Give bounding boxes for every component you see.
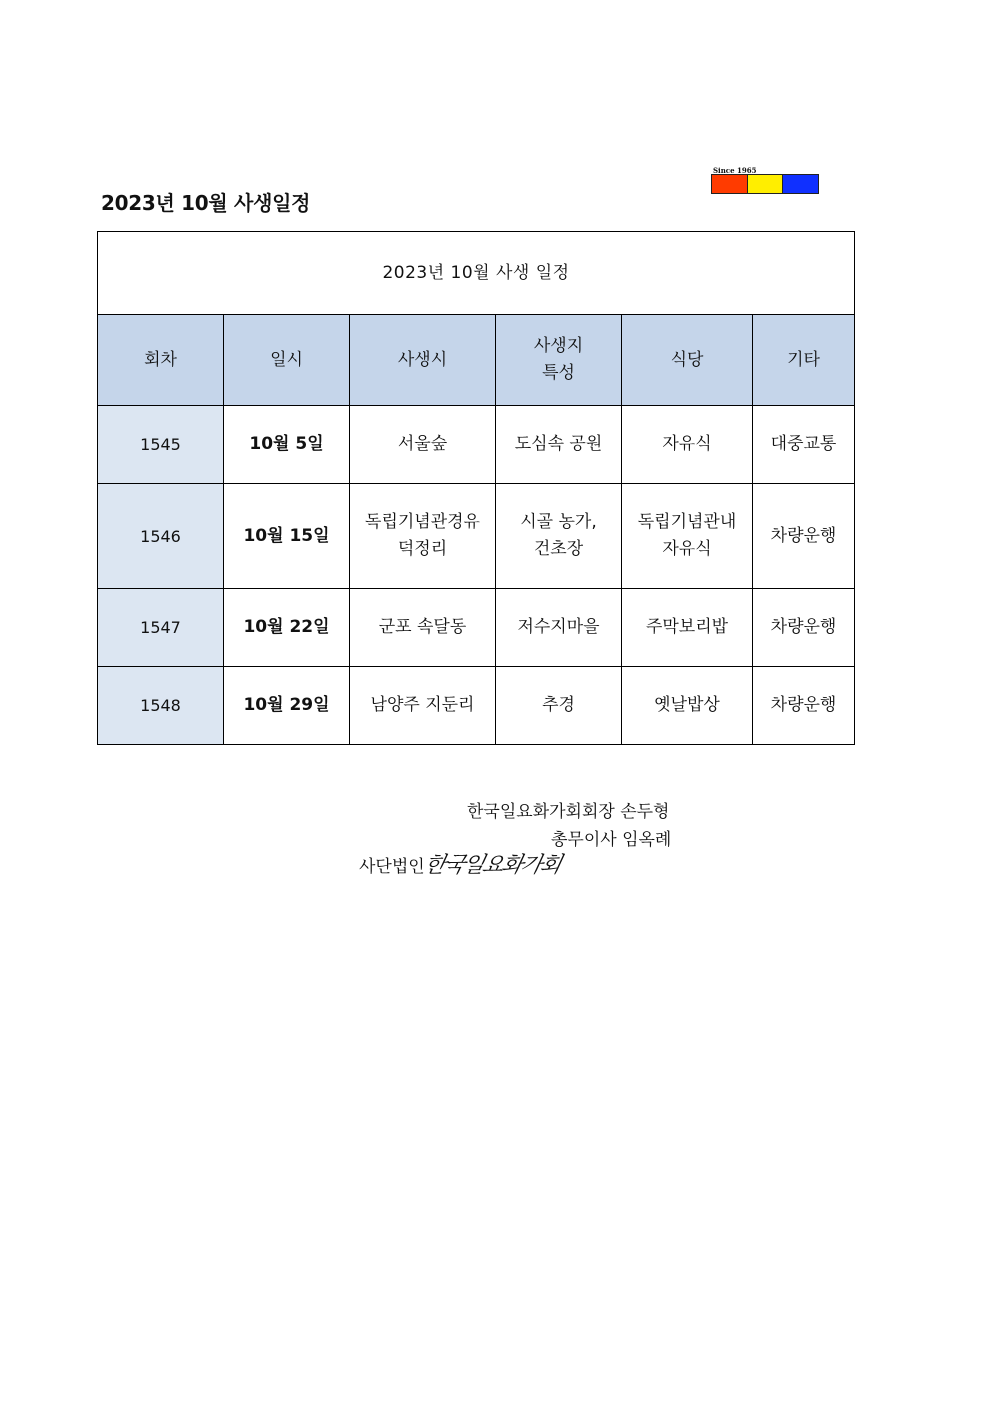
header-note: 기타 bbox=[753, 315, 855, 406]
cell-feature: 저수지마을 bbox=[496, 589, 622, 667]
cell-note: 차량운행 bbox=[753, 589, 855, 667]
header-place: 사생시 bbox=[350, 315, 496, 406]
cell-date: 10월 29일 bbox=[224, 667, 350, 745]
cell-place: 독립기념관경유 덕정리 bbox=[350, 484, 496, 589]
table-title-row bbox=[98, 232, 855, 315]
header-feature: 사생지 특성 bbox=[496, 315, 622, 406]
table-row bbox=[98, 484, 855, 589]
cell-round: 1545 bbox=[98, 406, 224, 484]
cell-note: 차량운행 bbox=[753, 484, 855, 589]
cell-restaurant: 옛날밥상 bbox=[622, 667, 753, 745]
club-logo bbox=[711, 166, 819, 194]
cell-place: 서울숲 bbox=[350, 406, 496, 484]
cell-feature: 시골 농가, 건초장 bbox=[496, 484, 622, 589]
table-title: 2023년 10월 사생 일정 bbox=[98, 232, 855, 315]
cell-place: 군포 속달동 bbox=[350, 589, 496, 667]
table-row bbox=[98, 406, 855, 484]
cell-round: 1548 bbox=[98, 667, 224, 745]
header-round: 회차 bbox=[98, 315, 224, 406]
cell-restaurant: 주막보리밥 bbox=[622, 589, 753, 667]
director-signature: 총무이사 임옥례 bbox=[551, 830, 672, 850]
cell-note: 차량운행 bbox=[753, 667, 855, 745]
cell-round: 1546 bbox=[98, 484, 224, 589]
table-header-row bbox=[98, 315, 855, 406]
table-row bbox=[98, 589, 855, 667]
corporation-handwritten-name: 한국일요화가회 bbox=[421, 853, 562, 878]
header-date: 일시 bbox=[224, 315, 350, 406]
cell-feature: 도심속 공원 bbox=[496, 406, 622, 484]
logo-since-text: Since 1965 bbox=[713, 166, 757, 175]
table-row bbox=[98, 667, 855, 745]
cell-note: 대중교통 bbox=[753, 406, 855, 484]
schedule-table bbox=[97, 231, 855, 745]
cell-round: 1547 bbox=[98, 589, 224, 667]
logo-blue-bar bbox=[783, 175, 818, 193]
logo-color-bars bbox=[711, 174, 819, 194]
logo-red-bar bbox=[712, 175, 748, 193]
cell-date: 10월 5일 bbox=[224, 406, 350, 484]
cell-place: 남양주 지둔리 bbox=[350, 667, 496, 745]
president-signature: 한국일요화가회회장 손두형 bbox=[467, 802, 670, 822]
cell-date: 10월 15일 bbox=[224, 484, 350, 589]
cell-restaurant: 독립기념관내 자유식 bbox=[622, 484, 753, 589]
cell-date: 10월 22일 bbox=[224, 589, 350, 667]
header-restaurant: 식당 bbox=[622, 315, 753, 406]
corporation-prefix: 사단법인 bbox=[359, 857, 425, 877]
cell-restaurant: 자유식 bbox=[622, 406, 753, 484]
page-heading: 2023년 10월 사생일정 bbox=[101, 191, 311, 215]
cell-feature: 추경 bbox=[496, 667, 622, 745]
logo-yellow-bar bbox=[748, 175, 784, 193]
